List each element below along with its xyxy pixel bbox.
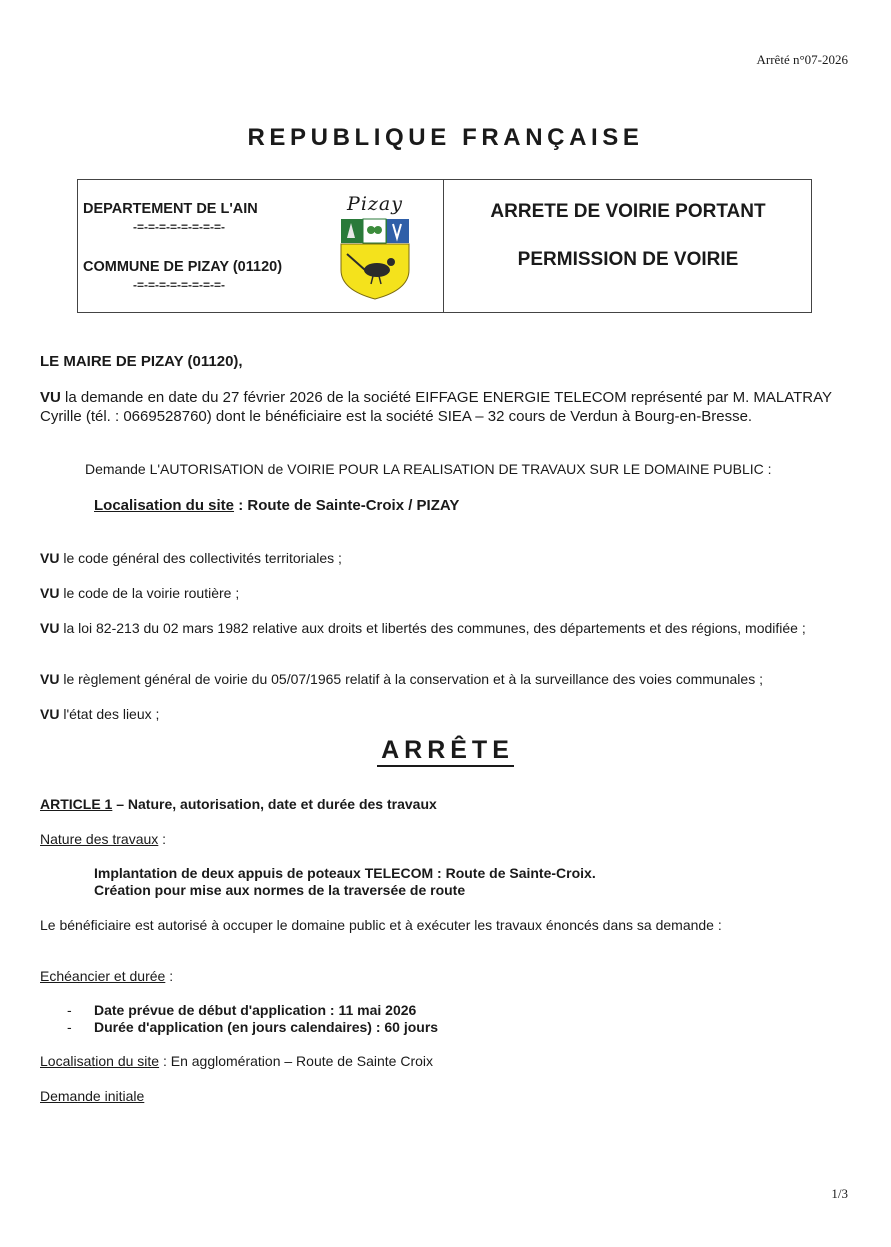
request-text: la demande en date du 27 février 2026 de la société EIFFAGE ENERGIE TELECOM représenté par M. MALATRAY Cyrille (tél. : 0669528760) dont le bénéficiaire est la société SIEA – 32 cours de Verdun à Bourg-en-Bresse. [40, 389, 832, 425]
site-line [94, 496, 459, 515]
article1-label: ARTICLE 1 [40, 796, 113, 812]
mayor-heading: LE MAIRE DE PIZAY (01120), [40, 353, 243, 370]
vu-label: VU [40, 389, 61, 406]
dash-separator: -=-=-=-=-=-=-=-=- [133, 220, 226, 234]
request-paragraph [40, 388, 850, 426]
list-item [0, 1019, 891, 1036]
vu-item: VU le code général des collectivités territoriales ; [40, 550, 342, 566]
decree-title-line1: ARRETE DE VOIRIE PORTANT [490, 201, 766, 222]
coat-of-arms-icon [339, 218, 411, 300]
duration: Durée d'application (en jours calendaires) : 60 jours [94, 1019, 439, 1035]
works-line2: Création pour mise aux normes de la traversée de route [94, 882, 466, 898]
vu-item: VU le règlement général de voirie du 05/07/1965 relatif à la conservation et à la surveillance des voies communales ; [40, 671, 763, 687]
location-label: Localisation du site [40, 1053, 160, 1069]
page-number: 1/3 [831, 1186, 848, 1201]
header-box [77, 179, 812, 313]
republic-title: REPUBLIQUE FRANÇAISE [247, 124, 644, 151]
site-value: : Route de Sainte-Croix / PIZAY [234, 497, 460, 514]
initial-request-heading: Demande initiale [40, 1088, 145, 1104]
vu-item: VU la loi 82-213 du 02 mars 1982 relative aux droits et libertés des communes, des départements et des régions, modifiée ; [40, 620, 806, 636]
article1-heading [40, 796, 437, 813]
decree-title-line2: PERMISSION DE VOIRIE [517, 249, 739, 270]
department-label: DEPARTEMENT DE L'AIN [83, 201, 258, 217]
demand-line: Demande L'AUTORISATION de VOIRIE POUR LA REALISATION DE TRAVAUX SUR LE DOMAINE PUBLIC : [85, 461, 772, 477]
arrete-heading: ARRÊTE [0, 736, 891, 765]
decree-reference: Arrêté n°07-2026 [756, 52, 848, 67]
site-label: Localisation du site [94, 497, 235, 514]
logo-text: Pizay [347, 193, 403, 215]
authorized-text: Le bénéficiaire est autorisé à occuper le domaine public et à exécuter les travaux énoncés dans sa demande : [40, 917, 722, 933]
nature-label: Nature des travaux : [40, 831, 167, 847]
list-item [0, 1002, 891, 1019]
vu-item: VU le code de la voirie routière ; [40, 585, 240, 601]
location-value: : En agglomération – Route de Sainte Croix [159, 1053, 434, 1069]
works-line1: Implantation de deux appuis de poteaux TELECOM : Route de Sainte-Croix. [94, 865, 596, 881]
dash-separator: -=-=-=-=-=-=-=-=- [133, 278, 226, 292]
bullet-dash: - [67, 1019, 72, 1035]
bullet-dash: - [67, 1002, 72, 1018]
vu-item: VU l'état des lieux ; [40, 706, 160, 722]
schedule-label: Echéancier et durée : [40, 968, 174, 984]
commune-label: COMMUNE DE PIZAY (01120) [83, 259, 283, 275]
start-date: Date prévue de début d'application : 11 mai 2026 [94, 1002, 417, 1018]
article1-title: – Nature, autorisation, date et durée des travaux [112, 796, 437, 812]
location-line [40, 1053, 433, 1070]
